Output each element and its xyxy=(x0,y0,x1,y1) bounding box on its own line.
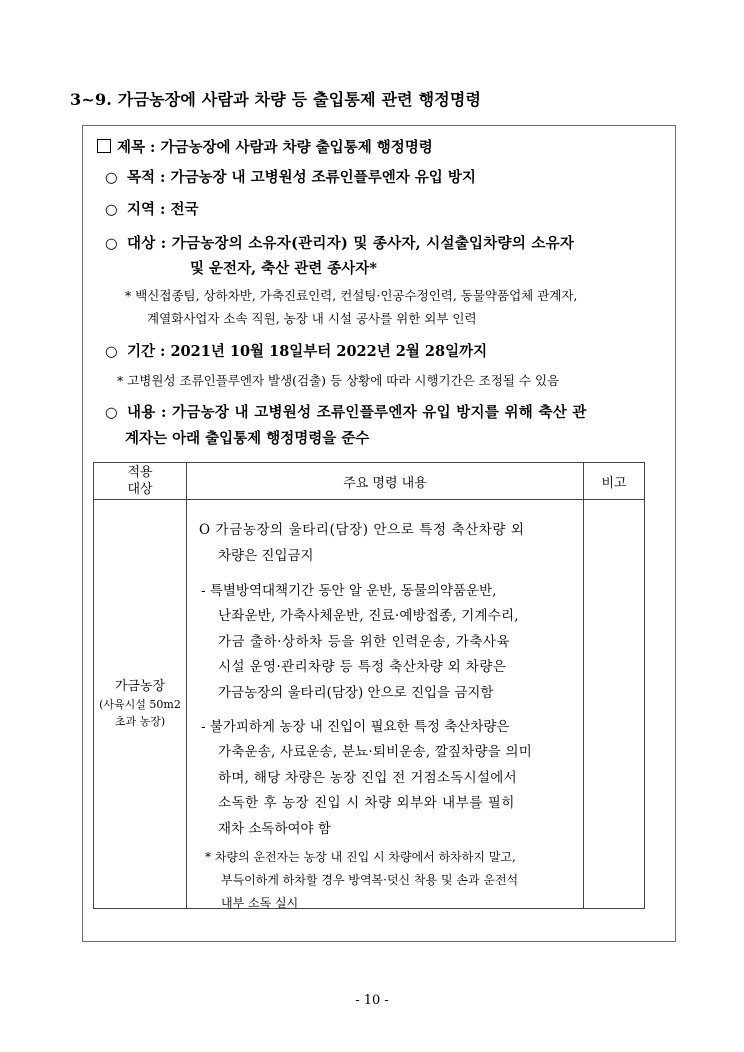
header-target xyxy=(94,463,187,500)
target-note-2: 계열화사업자 소속 직원, 농장 내 시설 공사를 위한 외부 인력 xyxy=(147,311,477,326)
purpose-text: 목적 : 가금농장 내 고병원성 조류인플루엔자 유입 방지 xyxy=(127,169,476,186)
content-line: 가금농장의 울타리(담장) 안으로 진입을 금지함 xyxy=(218,685,494,701)
content-line: 난좌운반, 가축사체운반, 진료·예방접종, 기계수리, xyxy=(218,608,519,624)
square-bullet-icon xyxy=(97,139,111,153)
content-line: - 불가피하게 농장 내 진입이 필요한 특정 축산차량은 xyxy=(201,719,510,735)
content-line: 소독한 후 농장 진입 시 차량 외부와 내부를 필히 xyxy=(218,795,515,811)
content-line: 차량은 진입금지 xyxy=(218,548,314,564)
page-number: - 10 - xyxy=(355,993,389,1008)
target-sub-2: 초과 농장) xyxy=(114,715,166,728)
target-line-1 xyxy=(105,232,574,253)
header-target-line-2: 대상 xyxy=(127,482,153,497)
circle-bullet-icon: ○ xyxy=(105,201,118,218)
content-line: 가금 출하·상하차 등을 위한 인력운송, 가축사육 xyxy=(218,634,511,650)
content-line: 시설 운영·관리차량 등 특정 축산차량 외 차량은 xyxy=(218,659,507,675)
content-line: 하며, 해당 차량은 농장 진입 전 거점소독시설에서 xyxy=(218,770,517,786)
content-text-1: 내용 : 가금농장 내 고병원성 조류인플루엔자 유입 방지를 위해 축산 관 xyxy=(127,404,587,421)
header-content: 주요 명령 내용 xyxy=(187,463,584,500)
content-note: 내부 소독 실시 xyxy=(221,896,299,910)
target-text-1: 대상 : 가금농장의 소유자(관리자) 및 종사자, 시설출입차량의 소유자 xyxy=(127,235,575,252)
content-line-1 xyxy=(105,401,587,422)
content-line: O 가금농장의 울타리(담장) 안으로 특정 축산차량 외 xyxy=(199,522,525,538)
period-note: * 고병원성 조류인플루엔자 발생(검출) 등 상황에 따라 시행기간은 조정될 수 있음 xyxy=(117,373,560,388)
period-text: 기간 : 2021년 10월 18일부터 2022년 2월 28일까지 xyxy=(127,343,488,360)
content-text-2: 계자는 아래 출입통제 행정명령을 준수 xyxy=(125,430,370,447)
cell-remarks xyxy=(584,500,645,909)
target-name: 가금농장 xyxy=(114,679,166,694)
target-sub-1: (사육시설 50m2 xyxy=(99,698,181,711)
region-line xyxy=(105,198,198,219)
purpose-line xyxy=(105,166,476,187)
content-line: - 특별방역대책기간 동안 알 운반, 동물의약품운반, xyxy=(201,583,497,599)
cell-target xyxy=(94,500,187,909)
table-header-row xyxy=(94,463,645,500)
target-note-1: * 백신접종팀, 상하차반, 가축진료인력, 컨설팅·인공수정인력, 동물약품업체 관계자, xyxy=(125,288,578,303)
content-note: 부득이하게 하차할 경우 방역복·덧신 착용 및 손과 운전석 xyxy=(221,873,519,887)
content-note: * 차량의 운전자는 농장 내 진입 시 차량에서 하차하지 말고, xyxy=(205,850,516,864)
command-table xyxy=(93,462,645,909)
content-line: 재차 소독하여야 함 xyxy=(218,821,331,837)
header-remarks: 비고 xyxy=(584,463,645,500)
circle-bullet-icon: ○ xyxy=(105,404,118,421)
section-heading: 3~9. 가금농장에 사람과 차량 등 출입통제 관련 행정명령 xyxy=(70,90,482,109)
circle-bullet-icon: ○ xyxy=(105,235,118,252)
content-line: 가축운송, 사료운송, 분뇨·퇴비운송, 깔짚차량을 의미 xyxy=(218,744,532,760)
period-line xyxy=(105,340,487,361)
header-target-line-1: 적용 xyxy=(127,465,153,480)
target-text-2: 및 운전자, 축산 관련 종사자* xyxy=(190,260,377,277)
region-text: 지역 : 전국 xyxy=(127,201,199,218)
circle-bullet-icon: ○ xyxy=(105,169,118,186)
order-title: 제목 : 가금농장에 사람과 차량 출입통제 행정명령 xyxy=(117,139,433,156)
cell-content xyxy=(187,500,584,909)
order-box xyxy=(82,125,676,942)
title-line xyxy=(97,136,433,157)
table-row xyxy=(94,500,645,909)
circle-bullet-icon: ○ xyxy=(105,343,118,360)
